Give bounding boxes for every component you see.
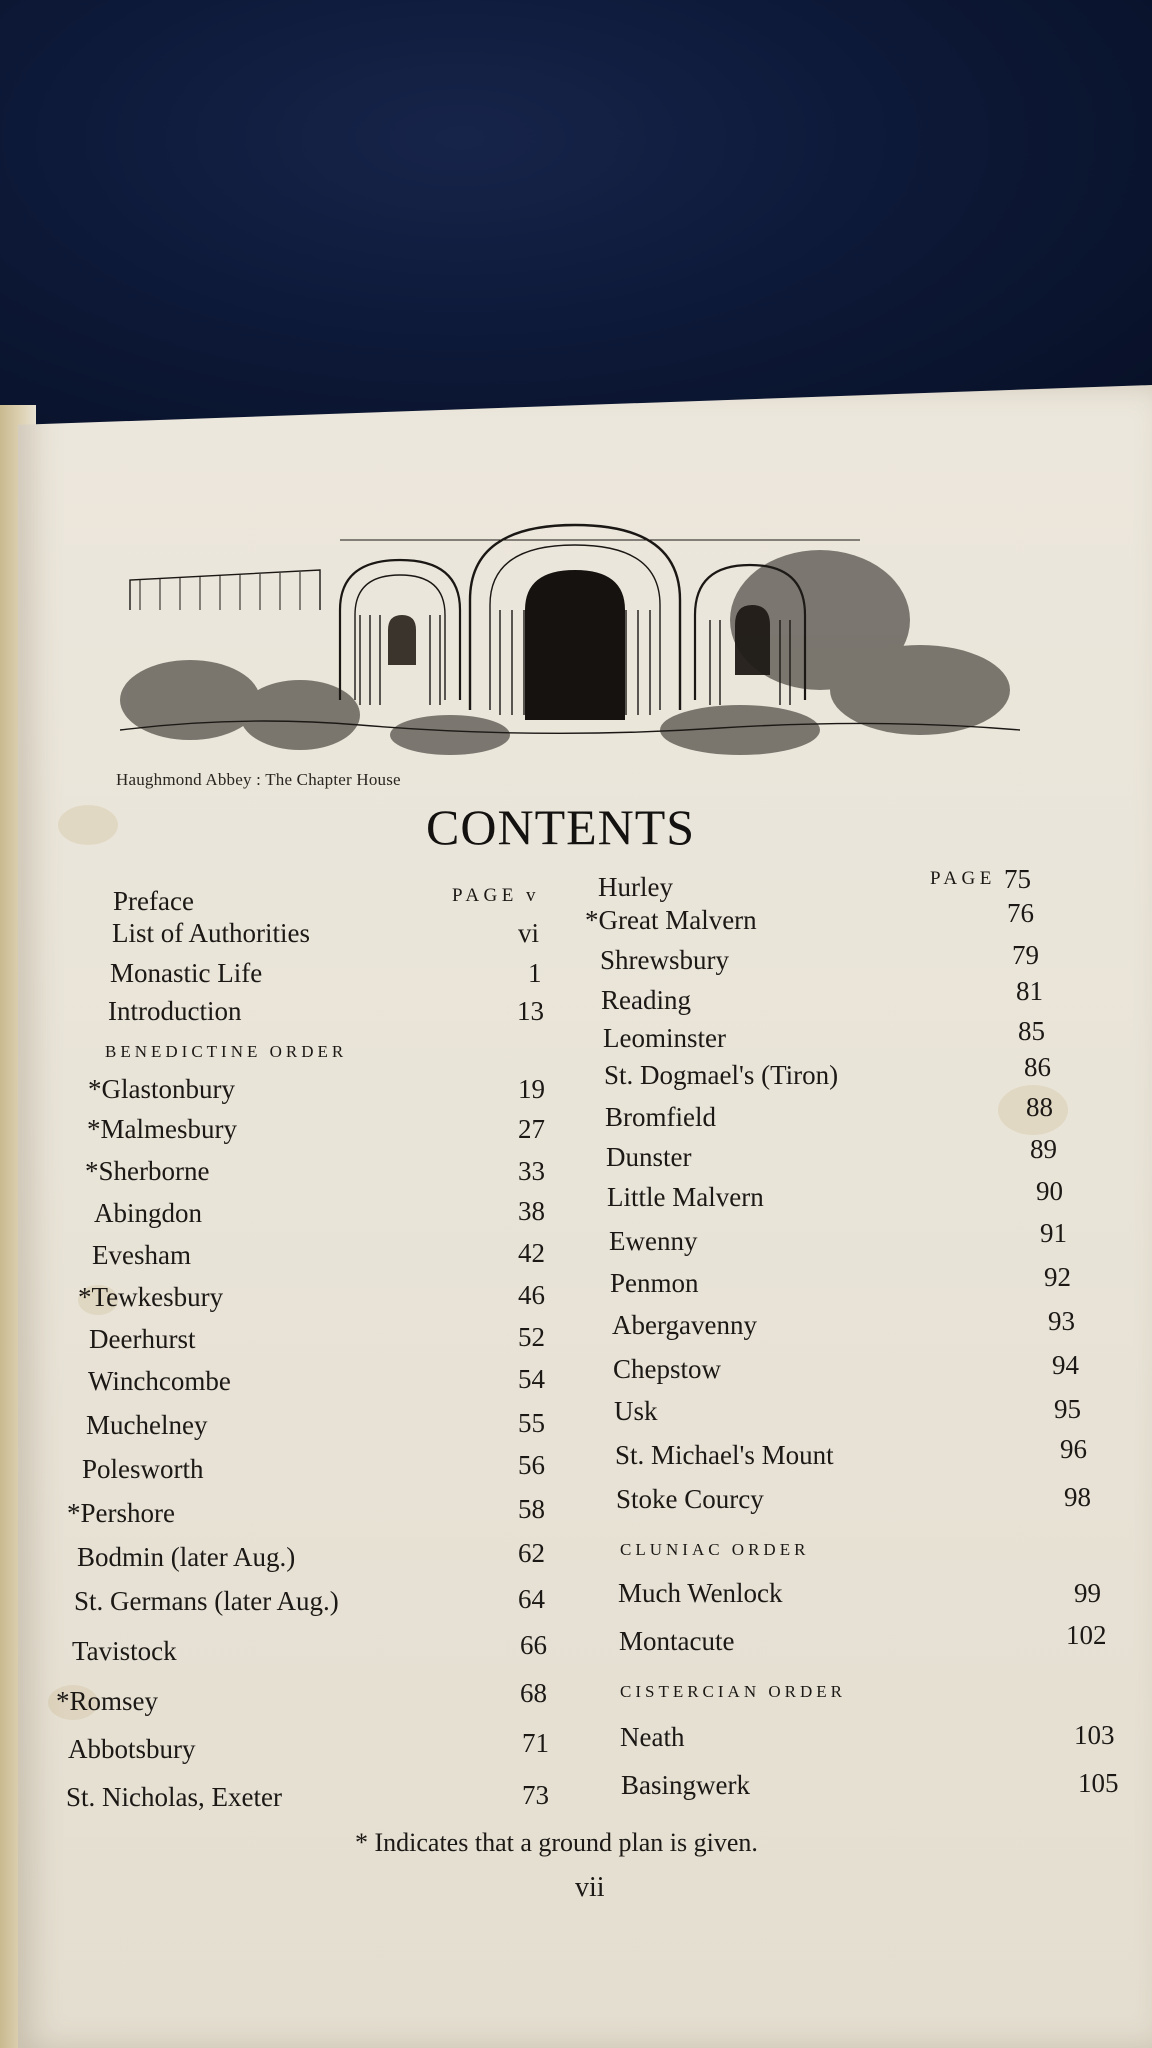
toc-page-number: 76: [1007, 898, 1034, 928]
toc-entry: Deerhurst: [89, 1324, 196, 1354]
toc-entry: Stoke Courcy: [616, 1484, 764, 1514]
toc-page-number: 46: [518, 1280, 545, 1310]
toc-entry: Penmon: [610, 1268, 699, 1298]
toc-entry: *Pershore: [67, 1498, 175, 1528]
toc-page-number: 90: [1036, 1176, 1063, 1206]
toc-page-number: 19: [518, 1074, 545, 1104]
toc-page-number: 27: [518, 1114, 545, 1144]
toc-entry: *Great Malvern: [585, 905, 757, 935]
footnote: * Indicates that a ground plan is given.: [355, 1828, 758, 1857]
chapter-house-illustration: [120, 500, 1020, 770]
toc-entry: List of Authorities: [112, 918, 310, 948]
toc-page-number: 54: [518, 1364, 545, 1394]
toc-page-number: 55: [518, 1408, 545, 1438]
toc-page-number: 105: [1078, 1768, 1119, 1798]
toc-entry: *Tewkesbury: [78, 1282, 224, 1312]
toc-entry: St. Nicholas, Exeter: [66, 1782, 282, 1812]
page-column-label: PAGE: [452, 885, 518, 906]
toc-page-number: 103: [1074, 1720, 1115, 1750]
toc-page-number: 75: [1004, 864, 1031, 894]
section-heading: CISTERCIAN ORDER: [620, 1682, 846, 1701]
toc-entry: Evesham: [92, 1240, 191, 1270]
toc-entry: Reading: [601, 985, 691, 1015]
toc-entry: Tavistock: [72, 1636, 177, 1666]
section-heading: CLUNIAC ORDER: [620, 1540, 810, 1559]
toc-entry: Usk: [614, 1396, 658, 1426]
toc-entry: Abergavenny: [612, 1310, 757, 1340]
toc-page-number: 56: [518, 1450, 545, 1480]
toc-entry: St. Germans (later Aug.): [74, 1586, 339, 1616]
toc-page-number: 81: [1016, 976, 1043, 1006]
toc-entry: Winchcombe: [88, 1366, 231, 1396]
toc-page-number: 79: [1012, 940, 1039, 970]
toc-entry: *Glastonbury: [88, 1074, 235, 1104]
toc-page-number: 42: [518, 1238, 545, 1268]
toc-entry: Muchelney: [86, 1410, 208, 1440]
toc-page-number: 92: [1044, 1262, 1071, 1292]
toc-entry: Abingdon: [94, 1198, 202, 1228]
toc-entry: *Sherborne: [85, 1156, 210, 1186]
page-title: CONTENTS: [426, 799, 696, 855]
page-number: vii: [575, 1872, 605, 1903]
toc-page-number: vi: [518, 918, 540, 948]
toc-page-number: 89: [1030, 1134, 1057, 1164]
toc-page-number: 68: [520, 1678, 547, 1708]
toc-page-number: 88: [1026, 1092, 1053, 1122]
dark-backdrop: [0, 0, 1152, 460]
toc-page-number: v: [526, 885, 540, 906]
toc-page-number: 96: [1060, 1434, 1087, 1464]
toc-entry: Neath: [620, 1722, 685, 1752]
toc-page-number: 62: [518, 1538, 545, 1568]
toc-page-number: 64: [518, 1584, 545, 1614]
toc-entry: Leominster: [603, 1023, 726, 1053]
toc-entry: Basingwerk: [621, 1770, 750, 1800]
illustration-caption: Haughmond Abbey : The Chapter House: [116, 770, 401, 789]
toc-page-number: 58: [518, 1494, 545, 1524]
page-column-label: PAGE: [930, 868, 996, 889]
toc-page-number: 66: [520, 1630, 547, 1660]
toc-entry: Introduction: [108, 996, 242, 1026]
toc-page-number: 33: [518, 1156, 545, 1186]
toc-page-number: 94: [1052, 1350, 1079, 1380]
section-heading: BENEDICTINE ORDER: [105, 1042, 348, 1061]
toc-page-number: 86: [1024, 1052, 1051, 1082]
toc-entry: St. Dogmael's (Tiron): [604, 1060, 839, 1090]
toc-entry: Montacute: [619, 1626, 735, 1656]
toc-entry: Preface: [113, 886, 194, 916]
toc-page-number: 98: [1064, 1482, 1091, 1512]
toc-entry: Little Malvern: [607, 1182, 764, 1212]
toc-page-number: 73: [522, 1780, 549, 1810]
toc-entry: St. Michael's Mount: [615, 1440, 834, 1470]
toc-entry: Monastic Life: [110, 958, 263, 988]
toc-entry: Polesworth: [82, 1454, 204, 1484]
toc-entry: Abbotsbury: [68, 1734, 196, 1764]
toc-page-number: 1: [528, 958, 542, 988]
toc-page-number: 52: [518, 1322, 545, 1352]
toc-entry: Dunster: [606, 1142, 692, 1172]
toc-entry: Ewenny: [609, 1226, 698, 1256]
toc-page-number: 38: [518, 1196, 545, 1226]
toc-page-number: 91: [1040, 1218, 1067, 1248]
toc-page-number: 99: [1074, 1578, 1101, 1608]
toc-entry: *Romsey: [56, 1686, 159, 1716]
toc-page-number: 85: [1018, 1016, 1045, 1046]
toc-page-number: 71: [522, 1728, 549, 1758]
toc-page-number: 13: [517, 996, 544, 1026]
toc-page-number: 95: [1054, 1394, 1081, 1424]
toc-page-number: 93: [1048, 1306, 1075, 1336]
toc-entry: *Malmesbury: [87, 1114, 237, 1144]
toc-page-number: 102: [1066, 1620, 1107, 1650]
toc-entry: Chepstow: [613, 1354, 721, 1384]
toc-entry: Hurley: [598, 872, 673, 902]
toc-entry: Bodmin (later Aug.): [77, 1542, 296, 1572]
toc-entry: Shrewsbury: [600, 945, 729, 975]
toc-entry: Bromfield: [605, 1102, 716, 1132]
toc-entry: Much Wenlock: [618, 1578, 783, 1608]
